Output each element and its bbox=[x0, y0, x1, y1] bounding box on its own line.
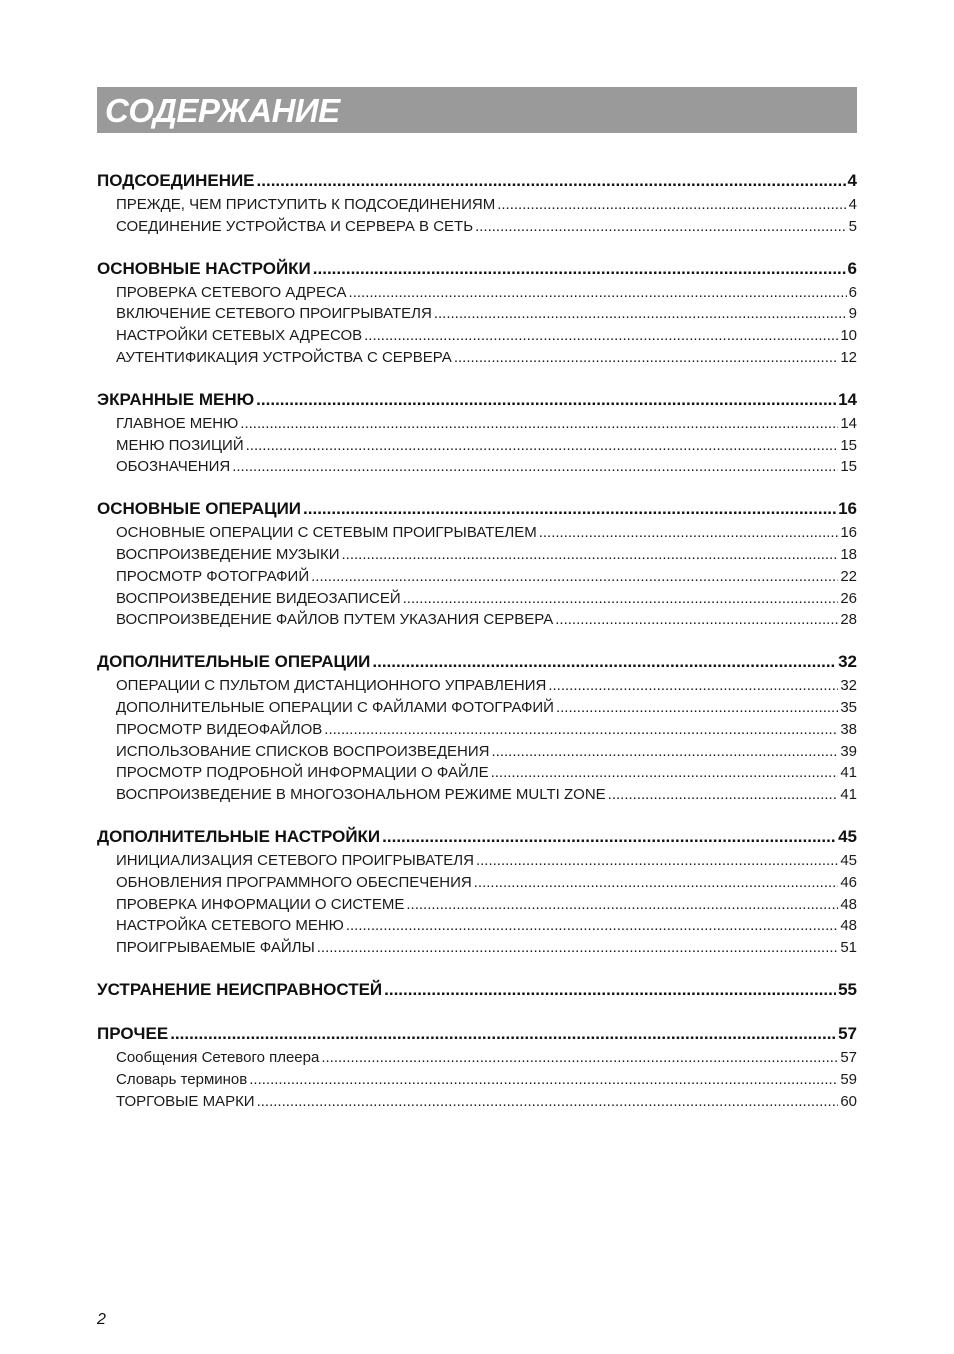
toc-entry[interactable] bbox=[97, 522, 857, 544]
toc-leader-dots bbox=[475, 216, 847, 238]
toc-entry-page: 6 bbox=[848, 283, 857, 301]
toc-entry-page: 48 bbox=[840, 895, 857, 913]
toc-section-page: 57 bbox=[838, 1023, 857, 1043]
toc-entry[interactable] bbox=[97, 588, 857, 610]
toc-entry-label: ВОСПРОИЗВЕДЕНИЕ В МНОГОЗОНАЛЬНОМ РЕЖИМЕ MULTI ZONE bbox=[116, 786, 606, 804]
toc-entry-label: ВКЛЮЧЕНИЕ СЕТЕВОГО ПРОИГРЫВАТЕЛЯ bbox=[116, 305, 432, 323]
toc-entry[interactable] bbox=[97, 697, 857, 719]
toc-leader-dots bbox=[491, 762, 839, 784]
toc-entry-label: ПРОВЕРКА СЕТЕВОГО АДРЕСА bbox=[116, 283, 347, 301]
toc-entry[interactable] bbox=[97, 1047, 857, 1069]
toc-leader-dots bbox=[492, 741, 839, 763]
toc-leader-dots bbox=[346, 915, 838, 937]
toc-entry-label: ПРОИГРЫВАЕМЫЕ ФАЙЛЫ bbox=[116, 939, 315, 957]
toc-entry-page: 38 bbox=[840, 720, 857, 738]
toc-leader-dots bbox=[372, 649, 836, 675]
toc-leader-dots bbox=[454, 347, 839, 369]
toc-entry[interactable] bbox=[97, 894, 857, 916]
toc-leader-dots bbox=[474, 872, 839, 894]
toc-entry-page: 16 bbox=[840, 524, 857, 542]
toc-section-title: ОСНОВНЫЕ НАСТРОЙКИ bbox=[97, 258, 311, 278]
toc-section-title: ЭКРАННЫЕ МЕНЮ bbox=[97, 389, 255, 409]
toc-leader-dots bbox=[303, 496, 836, 522]
toc-entry-page: 18 bbox=[840, 545, 857, 563]
toc-leader-dots bbox=[608, 784, 839, 806]
toc-entry-label: ИСПОЛЬЗОВАНИЕ СПИСКОВ ВОСПРОИЗВЕДЕНИЯ bbox=[116, 742, 490, 760]
toc-section bbox=[97, 649, 857, 806]
toc-entry-page: 45 bbox=[840, 851, 857, 869]
toc-entry[interactable] bbox=[97, 456, 857, 478]
toc-section-heading[interactable] bbox=[97, 1021, 857, 1047]
toc-entry-page: 15 bbox=[840, 436, 857, 454]
toc-entry-label: ПРЕЖДЕ, ЧЕМ ПРИСТУПИТЬ К ПОДСОЕДИНЕНИЯМ bbox=[116, 196, 496, 213]
toc-leader-dots bbox=[384, 977, 836, 1003]
page-number: 2 bbox=[97, 1311, 106, 1328]
toc-section-heading[interactable] bbox=[97, 977, 857, 1003]
toc-entry[interactable] bbox=[97, 413, 857, 435]
toc-section bbox=[97, 977, 857, 1003]
toc-entry-label: ВОСПРОИЗВЕДЕНИЕ МУЗЫКИ bbox=[116, 545, 340, 563]
toc-entry-page: 51 bbox=[840, 939, 857, 957]
toc-section bbox=[97, 496, 857, 631]
toc-entry[interactable] bbox=[97, 566, 857, 588]
toc-entry-page: 9 bbox=[848, 305, 857, 323]
toc-entry-label: ВОСПРОИЗВЕДЕНИЕ ФАЙЛОВ ПУТЕМ УКАЗАНИЯ СЕРВЕРА bbox=[116, 611, 554, 629]
toc-entry-label: НАСТРОЙКИ СЕТЕВЫХ АДРЕСОВ bbox=[116, 327, 363, 345]
toc-entry-label: ТОРГОВЫЕ МАРКИ bbox=[116, 1092, 255, 1110]
toc-leader-dots bbox=[476, 850, 838, 872]
toc-entry[interactable] bbox=[97, 194, 857, 216]
toc-section bbox=[97, 168, 857, 238]
toc-entry-label: ВОСПРОИЗВЕДЕНИЕ ВИДЕОЗАПИСЕЙ bbox=[116, 589, 401, 607]
toc-entry-label: ГЛАВНОЕ МЕНЮ bbox=[116, 414, 239, 432]
toc-section-heading[interactable] bbox=[97, 496, 857, 522]
toc-leader-dots bbox=[341, 544, 838, 566]
toc-section-title: УСТРАНЕНИЕ НЕИСПРАВНОСТЕЙ bbox=[97, 979, 383, 999]
toc-section-title: ПРОЧЕЕ bbox=[97, 1023, 169, 1043]
toc-entry-label: ОСНОВНЫЕ ОПЕРАЦИИ С СЕТЕВЫМ ПРОИГРЫВАТЕЛЕМ bbox=[116, 524, 537, 542]
toc-section bbox=[97, 824, 857, 959]
toc-entry[interactable] bbox=[97, 1069, 857, 1091]
toc-entry[interactable] bbox=[97, 675, 857, 697]
toc-section-heading[interactable] bbox=[97, 256, 857, 282]
toc-entry-page: 32 bbox=[840, 677, 857, 695]
toc-entry-page: 5 bbox=[848, 217, 857, 235]
toc-leader-dots bbox=[249, 1069, 838, 1091]
toc-section-title: ДОПОЛНИТЕЛЬНЫЕ НАСТРОЙКИ bbox=[97, 826, 381, 846]
toc-entry[interactable] bbox=[97, 741, 857, 763]
toc-entry-page: 14 bbox=[840, 414, 857, 432]
toc-section-heading[interactable] bbox=[97, 168, 857, 194]
toc-entry-label: ДОПОЛНИТЕЛЬНЫЕ ОПЕРАЦИИ С ФАЙЛАМИ ФОТОГРАФИЙ bbox=[116, 698, 554, 716]
toc-leader-dots bbox=[406, 894, 838, 916]
toc-entry[interactable] bbox=[97, 325, 857, 347]
toc-leader-dots bbox=[382, 824, 836, 850]
toc-entry[interactable] bbox=[97, 719, 857, 741]
toc-entry-page: 15 bbox=[840, 458, 857, 476]
toc-section-page: 55 bbox=[838, 979, 857, 999]
toc-entry-label: ПРОСМОТР ФОТОГРАФИЙ bbox=[116, 567, 310, 585]
toc-leader-dots bbox=[434, 303, 847, 325]
toc-leader-dots bbox=[257, 1091, 839, 1113]
toc-entry-label: ПРОВЕРКА ИНФОРМАЦИИ О СИСТЕМЕ bbox=[116, 895, 405, 913]
toc-section-heading[interactable] bbox=[97, 824, 857, 850]
toc-leader-dots bbox=[240, 413, 838, 435]
toc-entry-label: Сообщения Сетевого плеера bbox=[116, 1048, 320, 1066]
toc-entry-page: 57 bbox=[840, 1048, 857, 1066]
toc-leader-dots bbox=[313, 256, 846, 282]
toc-entry[interactable] bbox=[97, 347, 857, 369]
toc-section-page: 4 bbox=[847, 171, 857, 190]
toc-entry-page: 12 bbox=[840, 348, 857, 366]
toc-entry-page: 28 bbox=[840, 611, 857, 629]
toc-entry[interactable] bbox=[97, 762, 857, 784]
toc-leader-dots bbox=[317, 937, 839, 959]
page-title: СОДЕРЖАНИЕ bbox=[105, 92, 340, 129]
toc-leader-dots bbox=[555, 609, 838, 631]
toc-entry-page: 10 bbox=[840, 327, 857, 345]
toc-entry-page: 26 bbox=[840, 589, 857, 607]
toc-entry-page: 35 bbox=[840, 698, 857, 716]
toc-leader-dots bbox=[257, 168, 846, 194]
toc-leader-dots bbox=[324, 719, 838, 741]
toc-section-page: 32 bbox=[838, 652, 857, 672]
toc-entry-page: 22 bbox=[840, 567, 857, 585]
toc-leader-dots bbox=[403, 588, 839, 610]
toc-entry-label: НАСТРОЙКА СЕТЕВОГО МЕНЮ bbox=[116, 917, 344, 935]
toc-entry[interactable] bbox=[97, 872, 857, 894]
toc-section bbox=[97, 1021, 857, 1112]
toc-section-title: ПОДСОЕДИНЕНИЕ bbox=[97, 171, 255, 190]
toc-entry-page: 41 bbox=[840, 786, 857, 804]
toc-leader-dots bbox=[349, 282, 847, 304]
toc-section-page: 16 bbox=[838, 499, 857, 519]
toc-section bbox=[97, 256, 857, 369]
title-bar bbox=[97, 87, 857, 133]
toc-leader-dots bbox=[364, 325, 838, 347]
toc-section-page: 14 bbox=[838, 389, 857, 409]
toc-entry-label: СОЕДИНЕНИЕ УСТРОЙСТВА И СЕРВЕРА В СЕТЬ bbox=[116, 217, 474, 235]
toc-leader-dots bbox=[321, 1047, 838, 1069]
toc-entry[interactable] bbox=[97, 937, 857, 959]
toc-entry[interactable] bbox=[97, 1091, 857, 1113]
toc-section-title: ДОПОЛНИТЕЛЬНЫЕ ОПЕРАЦИИ bbox=[97, 652, 371, 672]
toc-leader-dots bbox=[311, 566, 838, 588]
toc-entry-page: 59 bbox=[840, 1070, 857, 1088]
toc-entry-label: Словарь терминов bbox=[116, 1070, 248, 1088]
toc-entry-page: 60 bbox=[840, 1092, 857, 1110]
toc-entry[interactable] bbox=[97, 850, 857, 872]
toc-section-title: ОСНОВНЫЕ ОПЕРАЦИИ bbox=[97, 499, 302, 519]
toc-entry-label: ОПЕРАЦИИ С ПУЛЬТОМ ДИСТАНЦИОННОГО УПРАВЛЕНИЯ bbox=[116, 677, 547, 695]
toc-entry-page: 39 bbox=[840, 742, 857, 760]
toc-leader-dots bbox=[256, 387, 836, 413]
toc-entry-page: 4 bbox=[848, 196, 857, 213]
toc-leader-dots bbox=[497, 194, 846, 216]
toc-section-page: 6 bbox=[847, 258, 857, 278]
toc-entry-label: ПРОСМОТР ПОДРОБНОЙ ИНФОРМАЦИИ О ФАЙЛЕ bbox=[116, 764, 489, 782]
toc-entry[interactable] bbox=[97, 282, 857, 304]
toc-entry[interactable] bbox=[97, 915, 857, 937]
toc-entry-label: АУТЕНТИФИКАЦИЯ УСТРОЙСТВА С СЕРВЕРА bbox=[116, 348, 452, 366]
toc-section-heading[interactable] bbox=[97, 387, 857, 413]
toc-entry-label: МЕНЮ ПОЗИЦИЙ bbox=[116, 436, 244, 454]
toc-entry[interactable] bbox=[97, 544, 857, 566]
toc-entry-page: 41 bbox=[840, 764, 857, 782]
toc-leader-dots bbox=[246, 435, 839, 457]
toc-section bbox=[97, 387, 857, 478]
toc-section-heading[interactable] bbox=[97, 649, 857, 675]
toc-leader-dots bbox=[548, 675, 838, 697]
toc-entry[interactable] bbox=[97, 784, 857, 806]
toc-leader-dots bbox=[539, 522, 839, 544]
toc-entry[interactable] bbox=[97, 435, 857, 457]
toc-section-page: 45 bbox=[838, 826, 857, 846]
toc-entry-label: ПРОСМОТР ВИДЕОФАЙЛОВ bbox=[116, 720, 323, 738]
toc-entry[interactable] bbox=[97, 609, 857, 631]
toc-entry-page: 48 bbox=[840, 917, 857, 935]
toc-leader-dots bbox=[232, 456, 838, 478]
toc-entry[interactable] bbox=[97, 216, 857, 238]
toc-entry-label: ОБНОВЛЕНИЯ ПРОГРАММНОГО ОБЕСПЕЧЕНИЯ bbox=[116, 873, 472, 891]
toc-entry-label: ОБОЗНАЧЕНИЯ bbox=[116, 458, 231, 476]
toc-entry-label: ИНИЦИАЛИЗАЦИЯ СЕТЕВОГО ПРОИГРЫВАТЕЛЯ bbox=[116, 851, 474, 869]
toc-leader-dots bbox=[170, 1021, 836, 1047]
toc-entry[interactable] bbox=[97, 303, 857, 325]
toc-entry-page: 46 bbox=[840, 873, 857, 891]
table-of-contents bbox=[97, 150, 857, 1112]
toc-leader-dots bbox=[556, 697, 838, 719]
